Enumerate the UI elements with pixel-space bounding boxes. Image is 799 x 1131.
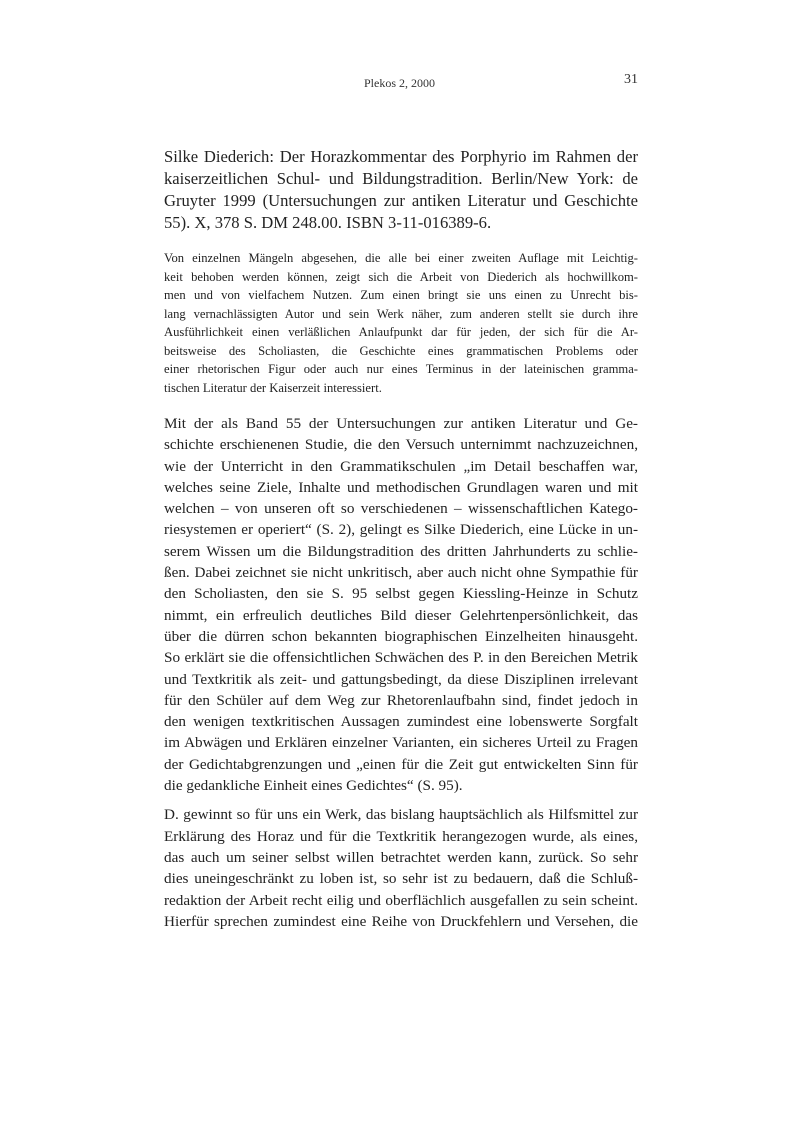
paragraph-line: das auch um seiner selbst willen betrachtet werden kann, zurück. So sehr: [164, 848, 638, 866]
paragraph-line: Erklärung des Horaz und für die Textkritik herangezogen wurde, als eines,: [164, 827, 638, 845]
abstract-line: lang vernachlässigten Autor und sein Werk näher, zum anderen stellt sie durch ihre: [164, 306, 638, 321]
paragraph-line: und Textkritik als zeit- und gattungsbedingt, da diese Disziplinen irrelevant: [164, 670, 638, 688]
citation-line: Gruyter 1999 (Untersuchungen zur antiken Literatur und Geschichte: [164, 191, 638, 210]
citation-line: Silke Diederich: Der Horazkommentar des Porphyrio im Rahmen der: [164, 147, 638, 166]
paragraph-line: wie der Unterricht in den Grammatikschulen „im Detail beschaffen war,: [164, 457, 638, 475]
review-citation: [164, 146, 638, 234]
paragraph-line: der Gedichtabgrenzungen und „einen für die Zeit gut entwickelten Sinn für: [164, 755, 638, 773]
paragraph-line: nimmt, ein erfreulich deutliches Bild dieser Gelehrtenpersönlichkeit, das: [164, 606, 638, 624]
citation-line: kaiserzeitlichen Schul- und Bildungstradition. Berlin/New York: de: [164, 169, 638, 188]
citation-line: 55). X, 378 S. DM 248.00. ISBN 3-11-016389-6.: [164, 213, 492, 232]
paragraph-line: den Scholiasten, den sie S. 95 selbst gegen Kiessling-Heinze in Schutz: [164, 585, 638, 603]
paragraph-line: welchen – von unseren oft so verschiedenen – wissenschaftlichen Katego-: [164, 500, 638, 518]
paragraph-line: die gedankliche Einheit eines Gedichtes“ (S. 95).: [164, 777, 463, 795]
paragraph-line: riesystemen er operiert“ (S. 2), gelingt es Silke Diederich, eine Lücke in un-: [164, 521, 638, 539]
abstract-line: Von einzelnen Mängeln abgesehen, die alle bei einer zweiten Auflage mit Leichtig-: [164, 251, 638, 265]
paragraph-line: So erklärt sie die offensichtlichen Schwächen des P. in den Bereichen Metrik: [164, 649, 638, 667]
running-header: [0, 70, 799, 94]
abstract-line: tischen Literatur der Kaiserzeit interessiert.: [164, 380, 382, 395]
paragraph-line: Hierfür sprechen zumindest eine Reihe von Druckfehlern und Versehen, die: [164, 912, 638, 930]
paragraph-line: D. gewinnt so für uns ein Werk, das bislang hauptsächlich als Hilfsmittel zur: [164, 806, 638, 824]
paragraph-line: welches seine Ziele, Inhalte und methodischen Grundlagen waren und mit: [164, 478, 638, 496]
abstract-line: einer rhetorischen Figur oder auch nur eines Terminus in der lateinischen gramma-: [164, 362, 638, 376]
body-paragraph-1: [164, 413, 638, 796]
page-content: [164, 146, 638, 940]
abstract-line: Ausführlichkeit einen verläßlichen Anlaufpunkt dar für jeden, der sich für die Ar-: [164, 325, 638, 339]
paragraph-line: ßen. Dabei zeichnet sie nicht unkritisch, aber auch nicht ohne Sympathie für: [164, 564, 638, 582]
abstract-line: men und von vielfachem Nutzen. Zum einen bringt sie uns einen zu Unrecht bis-: [164, 288, 638, 302]
abstract-line: keit behoben werden können, zeigt sich die Arbeit von Diederich als hochwillkom-: [164, 269, 638, 284]
paragraph-line: dies uneingeschränkt zu loben ist, so sehr ist zu bedauern, daß die Schluß-: [164, 870, 638, 888]
paragraph-line: im Abwägen und Erklären einzelner Varianten, ein sicheres Urteil zu Fragen: [164, 734, 638, 752]
paragraph-line: redaktion der Arbeit recht eilig und oberflächlich ausgefallen zu sein scheint.: [164, 891, 638, 909]
paragraph-line: schichte erschienenen Studie, die den Versuch unternimmt nachzuzeichnen,: [164, 436, 638, 454]
paragraph-line: Mit der als Band 55 der Untersuchungen zur antiken Literatur und Ge-: [164, 415, 638, 432]
paragraph-line: serem Wissen um die Bildungstradition des dritten Jahrhunderts zu schlie-: [164, 542, 638, 560]
page-number: 31: [624, 72, 638, 87]
paragraph-line: den wenigen textkritischen Aussagen zumindest eine lobenswerte Sorgfalt: [164, 713, 638, 731]
body-paragraph-2: [164, 804, 638, 932]
paragraph-line: für den Schüler auf dem Weg zur Rhetorenlaufbahn sind, findet jedoch in: [164, 691, 638, 709]
paragraph-line: über die dürren schon bekannten biographischen Einzelheiten hinausgeht.: [164, 627, 638, 645]
abstract-line: beitsweise des Scholiasten, die Geschichte eines grammatischen Problems oder: [164, 343, 638, 358]
journal-title: Plekos 2, 2000: [363, 76, 435, 90]
review-abstract: [164, 249, 638, 397]
